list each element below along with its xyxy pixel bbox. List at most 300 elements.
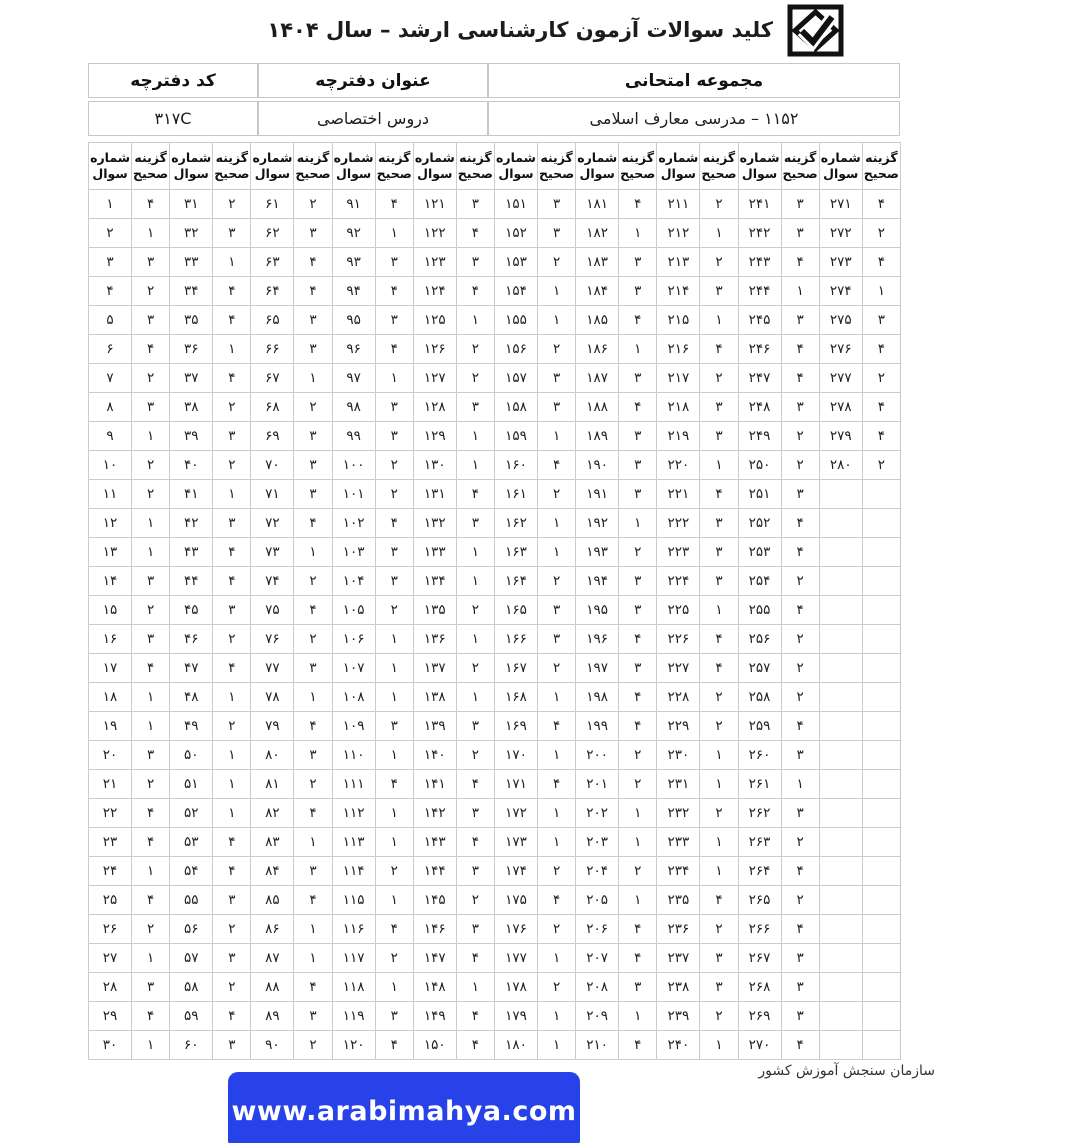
answer-cell: [862, 944, 900, 973]
question-cell: ۱۱۶: [332, 915, 375, 944]
question-cell: ۱۱۷: [332, 944, 375, 973]
answer-cell: ۳: [294, 654, 332, 683]
answer-cell: [862, 1031, 900, 1060]
answer-cell: ۴: [213, 828, 251, 857]
question-cell: ۴۸: [170, 683, 213, 712]
answer-cell: ۴: [619, 915, 657, 944]
question-cell: ۱۴۷: [413, 944, 456, 973]
question-number-header: شماره سوال: [738, 143, 781, 190]
question-cell: ۷۰: [251, 451, 294, 480]
question-cell: ۲۰۸: [576, 973, 619, 1002]
question-cell: ۶۷: [251, 364, 294, 393]
answer-cell: ۳: [619, 973, 657, 1002]
question-number-header: شماره سوال: [332, 143, 375, 190]
question-cell: [819, 480, 862, 509]
question-cell: ۲۵۶: [738, 625, 781, 654]
question-cell: ۴۲: [170, 509, 213, 538]
answer-cell: ۱: [132, 509, 170, 538]
question-number-header: شماره سوال: [657, 143, 700, 190]
answer-cell: ۳: [294, 422, 332, 451]
question-cell: ۱۴۸: [413, 973, 456, 1002]
question-cell: ۲۱: [89, 770, 132, 799]
question-cell: [819, 509, 862, 538]
answer-cell: ۴: [538, 712, 576, 741]
answer-cell: [862, 683, 900, 712]
answer-cell: ۴: [619, 712, 657, 741]
answer-cell: ۴: [862, 422, 900, 451]
answer-cell: ۲: [213, 973, 251, 1002]
question-cell: [819, 944, 862, 973]
answer-cell: ۳: [294, 857, 332, 886]
answer-cell: ۲: [781, 828, 819, 857]
question-cell: ۲۶۱: [738, 770, 781, 799]
answer-cell: ۱: [619, 1002, 657, 1031]
answer-row: [89, 480, 901, 509]
question-cell: ۹۷: [332, 364, 375, 393]
answer-cell: ۲: [538, 567, 576, 596]
question-cell: ۲۵۱: [738, 480, 781, 509]
answer-cell: ۳: [456, 857, 494, 886]
answer-cell: ۴: [213, 654, 251, 683]
question-cell: ۱۶۵: [494, 596, 537, 625]
question-cell: ۲۰۶: [576, 915, 619, 944]
question-cell: ۲۳۶: [657, 915, 700, 944]
answer-cell: ۳: [132, 306, 170, 335]
question-cell: ۴۴: [170, 567, 213, 596]
question-cell: ۱۸۴: [576, 277, 619, 306]
question-cell: ۹۶: [332, 335, 375, 364]
answer-cell: ۴: [213, 857, 251, 886]
answer-cell: [862, 567, 900, 596]
answer-cell: ۱: [456, 451, 494, 480]
answer-cell: ۳: [132, 567, 170, 596]
answer-cell: ۳: [213, 944, 251, 973]
answer-cell: ۲: [619, 538, 657, 567]
answer-cell: ۳: [619, 422, 657, 451]
correct-option-header: گزینه صحیح: [213, 143, 251, 190]
question-cell: ۲۲۹: [657, 712, 700, 741]
answer-cell: ۳: [294, 451, 332, 480]
question-cell: ۱۴۴: [413, 857, 456, 886]
question-cell: ۱۲۸: [413, 393, 456, 422]
answer-cell: ۳: [700, 277, 738, 306]
question-cell: ۱۸۸: [576, 393, 619, 422]
answer-cell: ۳: [132, 973, 170, 1002]
answer-cell: ۴: [456, 944, 494, 973]
question-cell: ۲۱۸: [657, 393, 700, 422]
answer-cell: ۲: [294, 625, 332, 654]
answer-cell: ۱: [213, 799, 251, 828]
answer-cell: ۲: [456, 654, 494, 683]
answer-cell: ۳: [132, 393, 170, 422]
question-cell: [819, 567, 862, 596]
question-cell: [819, 625, 862, 654]
answer-cell: ۳: [375, 567, 413, 596]
question-cell: ۹۰: [251, 1031, 294, 1060]
answer-cell: ۱: [538, 944, 576, 973]
question-cell: ۲۷۴: [819, 277, 862, 306]
question-cell: ۱۶۸: [494, 683, 537, 712]
question-cell: ۱۶۶: [494, 625, 537, 654]
answer-cell: ۴: [700, 886, 738, 915]
answer-cell: ۴: [781, 712, 819, 741]
question-cell: ۲۰۹: [576, 1002, 619, 1031]
answer-row: [89, 973, 901, 1002]
answer-cell: ۴: [375, 770, 413, 799]
answer-cell: [862, 857, 900, 886]
question-cell: ۱۰۹: [332, 712, 375, 741]
answer-cell: ۳: [781, 741, 819, 770]
question-cell: ۱۷۰: [494, 741, 537, 770]
answer-row: [89, 799, 901, 828]
answer-cell: ۳: [700, 422, 738, 451]
answer-cell: ۴: [294, 248, 332, 277]
answer-cell: ۱: [781, 770, 819, 799]
answer-cell: ۲: [700, 1002, 738, 1031]
question-cell: ۲۷۶: [819, 335, 862, 364]
answer-cell: ۳: [213, 886, 251, 915]
answer-cell: ۳: [781, 944, 819, 973]
checkmark-square-logo-icon: [787, 4, 844, 57]
question-cell: ۳۶: [170, 335, 213, 364]
question-cell: ۷: [89, 364, 132, 393]
question-cell: ۱۲۴: [413, 277, 456, 306]
question-cell: ۲۴۶: [738, 335, 781, 364]
question-cell: ۲۳۳: [657, 828, 700, 857]
question-cell: ۱۷۱: [494, 770, 537, 799]
answer-row: [89, 683, 901, 712]
question-cell: ۲۱۱: [657, 190, 700, 219]
question-cell: ۲۹: [89, 1002, 132, 1031]
question-cell: ۴۶: [170, 625, 213, 654]
question-cell: ۵۸: [170, 973, 213, 1002]
answer-cell: ۳: [538, 625, 576, 654]
question-cell: ۷۲: [251, 509, 294, 538]
question-cell: [819, 1002, 862, 1031]
answer-cell: ۲: [700, 190, 738, 219]
question-cell: ۱۲۷: [413, 364, 456, 393]
answer-cell: ۳: [781, 973, 819, 1002]
answer-cell: ۴: [538, 770, 576, 799]
question-cell: ۱۹۰: [576, 451, 619, 480]
question-cell: ۲۱۲: [657, 219, 700, 248]
question-cell: ۲۰۷: [576, 944, 619, 973]
answer-cell: ۴: [375, 1031, 413, 1060]
question-cell: ۵: [89, 306, 132, 335]
question-cell: ۲۲۸: [657, 683, 700, 712]
answer-row: [89, 422, 901, 451]
question-cell: ۲۲۲: [657, 509, 700, 538]
answer-cell: ۴: [213, 277, 251, 306]
testing-organization-label: سازمان سنجش آموزش کشور: [758, 1063, 935, 1079]
answer-cell: ۲: [700, 364, 738, 393]
question-cell: ۳۴: [170, 277, 213, 306]
question-cell: ۲۰۵: [576, 886, 619, 915]
answer-cell: ۲: [619, 857, 657, 886]
answer-cell: ۴: [700, 654, 738, 683]
answer-cell: [862, 509, 900, 538]
answer-cell: ۲: [700, 915, 738, 944]
answer-cell: ۲: [781, 451, 819, 480]
answer-cell: ۲: [538, 480, 576, 509]
question-cell: ۲۲۵: [657, 596, 700, 625]
answer-cell: ۴: [132, 1002, 170, 1031]
answer-cell: ۲: [781, 683, 819, 712]
answer-cell: [862, 1002, 900, 1031]
question-cell: ۱۹۸: [576, 683, 619, 712]
question-cell: [819, 654, 862, 683]
answer-cell: ۱: [538, 277, 576, 306]
answer-cell: ۳: [781, 799, 819, 828]
answer-cell: ۲: [375, 480, 413, 509]
question-cell: ۲۵۲: [738, 509, 781, 538]
question-cell: ۲۴۳: [738, 248, 781, 277]
question-cell: ۵۲: [170, 799, 213, 828]
question-cell: ۴۰: [170, 451, 213, 480]
question-number-header: شماره سوال: [89, 143, 132, 190]
answer-cell: ۳: [619, 364, 657, 393]
question-cell: [819, 596, 862, 625]
question-cell: ۱۳۴: [413, 567, 456, 596]
answer-cell: ۱: [213, 770, 251, 799]
answer-cell: ۴: [132, 828, 170, 857]
correct-option-header: گزینه صحیح: [456, 143, 494, 190]
answer-cell: ۴: [456, 277, 494, 306]
answer-row: [89, 248, 901, 277]
correct-option-header: گزینه صحیح: [700, 143, 738, 190]
answer-cell: ۱: [294, 364, 332, 393]
question-cell: [819, 741, 862, 770]
question-cell: ۹۸: [332, 393, 375, 422]
booklet-title-value: دروس اختصاصی: [258, 101, 488, 136]
answer-cell: ۴: [294, 799, 332, 828]
question-cell: ۲۷۳: [819, 248, 862, 277]
correct-option-header: گزینه صحیح: [538, 143, 576, 190]
answer-cell: ۳: [700, 973, 738, 1002]
answer-cell: ۴: [862, 393, 900, 422]
answer-cell: ۴: [375, 190, 413, 219]
question-cell: ۶۳: [251, 248, 294, 277]
question-cell: ۲۰۳: [576, 828, 619, 857]
question-cell: ۱۰: [89, 451, 132, 480]
question-number-header: شماره سوال: [170, 143, 213, 190]
answer-cell: ۱: [538, 741, 576, 770]
question-cell: ۷۷: [251, 654, 294, 683]
question-cell: ۱۰۱: [332, 480, 375, 509]
question-cell: ۲۱۳: [657, 248, 700, 277]
question-cell: ۱۳۱: [413, 480, 456, 509]
answer-cell: ۴: [619, 306, 657, 335]
answer-cell: ۳: [375, 422, 413, 451]
question-cell: ۱۵۸: [494, 393, 537, 422]
question-cell: ۱۸۰: [494, 1031, 537, 1060]
question-cell: ۱۹: [89, 712, 132, 741]
question-cell: ۲۵۸: [738, 683, 781, 712]
answer-cell: [862, 538, 900, 567]
question-cell: ۵۳: [170, 828, 213, 857]
answer-cell: ۲: [781, 654, 819, 683]
question-cell: ۲۰۴: [576, 857, 619, 886]
page-header: [267, 2, 844, 58]
question-cell: ۲۲۳: [657, 538, 700, 567]
answer-cell: [862, 712, 900, 741]
answer-cell: ۱: [294, 538, 332, 567]
answer-cell: ۲: [538, 248, 576, 277]
answer-row: [89, 944, 901, 973]
answer-cell: ۱: [375, 364, 413, 393]
answer-cell: ۲: [213, 451, 251, 480]
answer-cell: ۴: [538, 451, 576, 480]
question-cell: ۲۱۷: [657, 364, 700, 393]
booklet-info-table: [88, 60, 900, 139]
answer-cell: ۱: [294, 944, 332, 973]
question-cell: ۶۸: [251, 393, 294, 422]
question-cell: ۱۲۵: [413, 306, 456, 335]
question-cell: ۱۵۶: [494, 335, 537, 364]
question-cell: ۱۹۲: [576, 509, 619, 538]
answer-cell: ۲: [781, 886, 819, 915]
answer-cell: ۲: [375, 451, 413, 480]
answer-cell: ۱: [456, 538, 494, 567]
question-cell: ۲۲۰: [657, 451, 700, 480]
question-cell: ۲۶۴: [738, 857, 781, 886]
answer-table-header-row: [89, 143, 901, 190]
answer-cell: ۲: [375, 857, 413, 886]
answer-cell: ۴: [781, 335, 819, 364]
answer-cell: [862, 973, 900, 1002]
correct-option-header: گزینه صحیح: [294, 143, 332, 190]
question-cell: ۲۳۵: [657, 886, 700, 915]
question-cell: ۲۳۸: [657, 973, 700, 1002]
question-cell: ۲۱۰: [576, 1031, 619, 1060]
question-cell: ۱۸۷: [576, 364, 619, 393]
answer-cell: ۴: [700, 335, 738, 364]
question-cell: ۲۵۳: [738, 538, 781, 567]
answer-cell: ۳: [294, 306, 332, 335]
answer-cell: ۳: [456, 190, 494, 219]
question-cell: ۱۳۸: [413, 683, 456, 712]
question-cell: ۱۷: [89, 654, 132, 683]
question-cell: ۲۲۶: [657, 625, 700, 654]
question-cell: ۱۵: [89, 596, 132, 625]
answer-cell: ۱: [700, 219, 738, 248]
question-cell: ۲۷۱: [819, 190, 862, 219]
answer-cell: ۲: [456, 364, 494, 393]
question-cell: ۲۶۸: [738, 973, 781, 1002]
answer-cell: ۴: [294, 596, 332, 625]
answer-cell: ۴: [132, 190, 170, 219]
question-cell: ۱۵۰: [413, 1031, 456, 1060]
correct-option-header: گزینه صحیح: [862, 143, 900, 190]
question-cell: [819, 973, 862, 1002]
question-cell: ۱۱۸: [332, 973, 375, 1002]
question-cell: ۱۶۳: [494, 538, 537, 567]
question-cell: ۱۷۶: [494, 915, 537, 944]
answer-row: [89, 335, 901, 364]
question-cell: ۱۴۶: [413, 915, 456, 944]
answer-cell: ۲: [456, 596, 494, 625]
answer-cell: ۲: [700, 799, 738, 828]
question-cell: ۲۴: [89, 857, 132, 886]
question-cell: ۹۵: [332, 306, 375, 335]
question-cell: ۵۰: [170, 741, 213, 770]
answer-cell: ۱: [213, 335, 251, 364]
answer-cell: ۴: [619, 1031, 657, 1060]
answer-cell: ۲: [456, 741, 494, 770]
answer-cell: ۱: [132, 857, 170, 886]
answer-cell: ۳: [456, 248, 494, 277]
answer-cell: ۴: [781, 538, 819, 567]
question-cell: ۹۳: [332, 248, 375, 277]
answer-cell: ۴: [375, 277, 413, 306]
question-cell: ۵۵: [170, 886, 213, 915]
question-cell: ۷۳: [251, 538, 294, 567]
answer-cell: ۴: [456, 1031, 494, 1060]
question-cell: ۳۳: [170, 248, 213, 277]
answer-row: [89, 886, 901, 915]
question-cell: [819, 712, 862, 741]
question-cell: ۲۵۰: [738, 451, 781, 480]
answer-cell: ۳: [781, 393, 819, 422]
question-cell: ۴۷: [170, 654, 213, 683]
question-cell: ۱۳۹: [413, 712, 456, 741]
answer-cell: ۱: [375, 799, 413, 828]
answer-cell: ۳: [862, 306, 900, 335]
question-cell: ۲۲۷: [657, 654, 700, 683]
answer-cell: ۲: [781, 625, 819, 654]
answer-cell: ۳: [619, 480, 657, 509]
answer-cell: ۴: [132, 886, 170, 915]
question-cell: ۸۴: [251, 857, 294, 886]
answer-cell: ۴: [781, 1031, 819, 1060]
answer-cell: ۳: [213, 509, 251, 538]
question-cell: ۱۵۳: [494, 248, 537, 277]
question-cell: ۸: [89, 393, 132, 422]
question-cell: ۲۸: [89, 973, 132, 1002]
question-cell: ۸۳: [251, 828, 294, 857]
question-cell: ۵۹: [170, 1002, 213, 1031]
answer-cell: ۱: [700, 451, 738, 480]
question-cell: ۲۳۱: [657, 770, 700, 799]
question-cell: ۲۱۹: [657, 422, 700, 451]
answer-cell: ۴: [619, 190, 657, 219]
answer-cell: ۱: [375, 828, 413, 857]
answer-cell: ۲: [862, 451, 900, 480]
question-cell: ۵۱: [170, 770, 213, 799]
website-banner[interactable]: [228, 1072, 580, 1143]
answer-cell: ۱: [456, 306, 494, 335]
answer-cell: ۳: [538, 596, 576, 625]
answer-row: [89, 393, 901, 422]
answer-cell: ۲: [538, 654, 576, 683]
answer-cell: ۱: [132, 219, 170, 248]
answer-cell: ۱: [619, 886, 657, 915]
answer-cell: ۴: [781, 364, 819, 393]
answer-row: [89, 654, 901, 683]
answer-row: [89, 306, 901, 335]
question-cell: ۱۸۳: [576, 248, 619, 277]
question-cell: ۲۴۸: [738, 393, 781, 422]
answer-cell: ۳: [375, 306, 413, 335]
answer-cell: ۱: [375, 683, 413, 712]
answer-cell: ۱: [538, 828, 576, 857]
answer-cell: ۲: [538, 973, 576, 1002]
answer-cell: ۳: [781, 1002, 819, 1031]
booklet-code-value: ۳۱۷C: [88, 101, 258, 136]
info-value-row: [88, 101, 900, 136]
answer-cell: ۳: [700, 393, 738, 422]
answer-cell: ۱: [700, 741, 738, 770]
